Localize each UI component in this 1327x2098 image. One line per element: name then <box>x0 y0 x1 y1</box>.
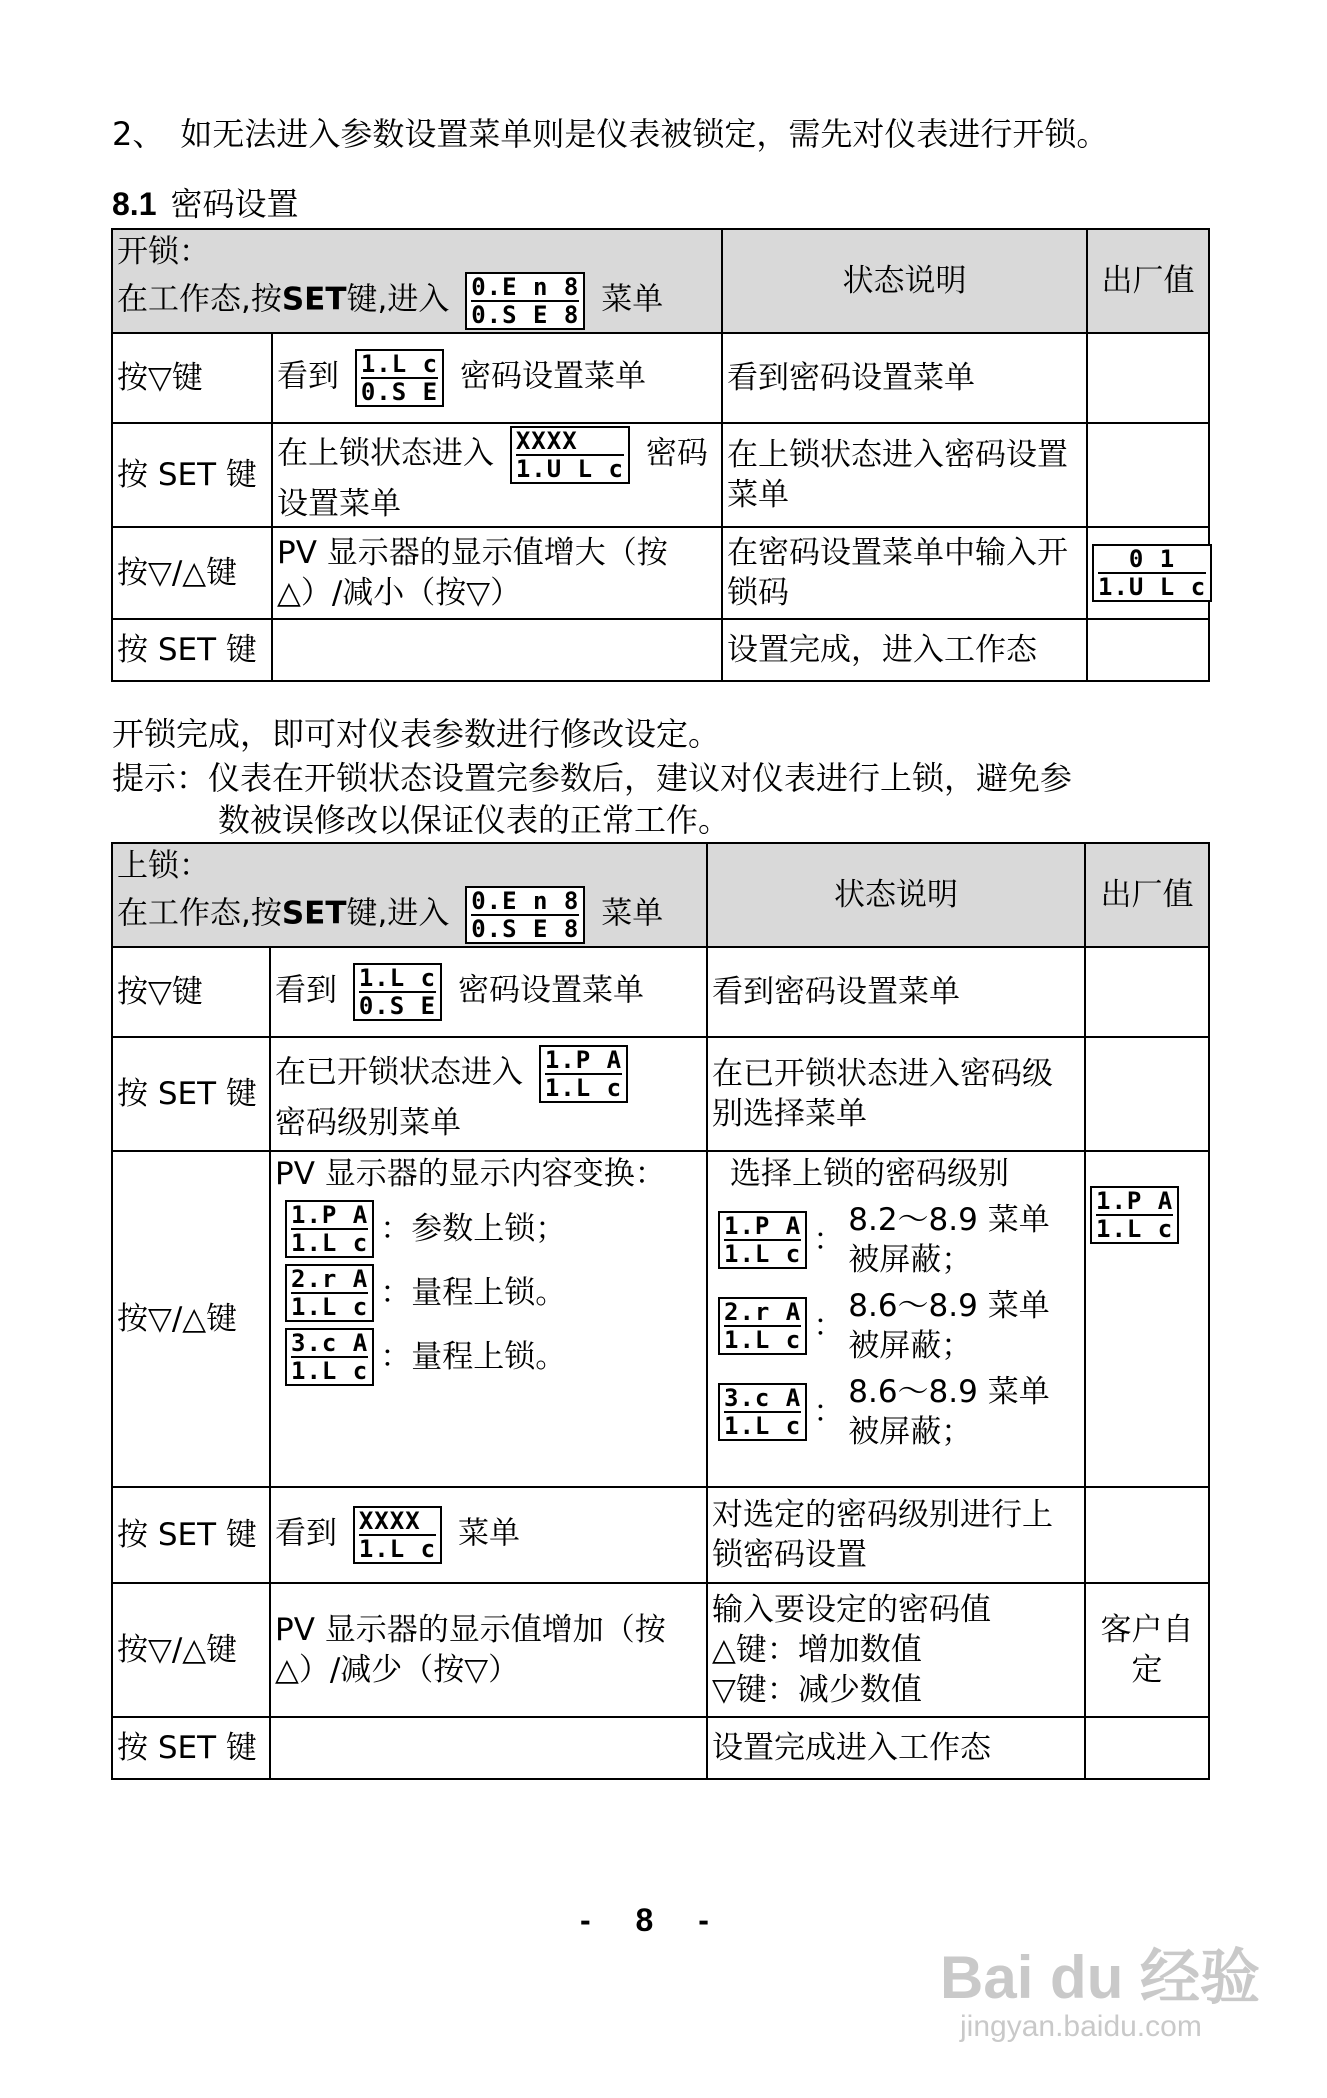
lock-row3-action-title: PV 显示器的显示内容变换： <box>275 1156 666 1192</box>
unlock-row2-default <box>1087 423 1209 527</box>
eca-ilc-display-icon: 3.c A 1.L c <box>285 1328 374 1386</box>
ipa-ilc-display-icon: 1.P A 1.L c <box>718 1211 807 1269</box>
page-dash-right: - <box>698 1902 709 1938</box>
section-title: 密码设置 <box>170 185 299 223</box>
unlock-row3-key: 按▽/△键 <box>112 527 272 619</box>
section-number: 8.1 <box>112 186 157 222</box>
lock-row1-status: 看到密码设置菜单 <box>707 947 1085 1037</box>
eca-ilc-display-icon: 3.c A 1.L c <box>718 1383 807 1441</box>
unlock-row1-action: 看到 $\frac{\text{1.L c}}{\text{0.S E}}$ 密码设置菜单 <box>272 333 722 423</box>
lock-row4-default <box>1085 1487 1209 1583</box>
zra-ilc-display-icon: 2.r A 1.L c <box>718 1297 807 1355</box>
lock-row6-default <box>1085 1717 1209 1779</box>
o1-iulc-display-icon: $\frac{0 1}{\text{1.U L c}}$ <box>1092 544 1212 602</box>
unlock-row3-status: 在密码设置菜单中输入开锁码 <box>722 527 1087 619</box>
lock-row5-key: 按▽/△键 <box>112 1583 270 1717</box>
lock-row1-key: 按▽键 <box>112 947 270 1037</box>
unlock-row2-key: 按 SET 键 <box>112 423 272 527</box>
unlock-table <box>111 228 1210 682</box>
lock-row4-status: 对选定的密码级别进行上锁密码设置 <box>707 1487 1085 1583</box>
ilc-ose-display-icon: $\frac{\text{1.L c}}{\text{0.S E}}$ <box>353 963 442 1021</box>
lock-header-cell <box>112 843 707 947</box>
unlock-row4-key: 按 SET 键 <box>112 619 272 681</box>
unlock-complete-text: 开锁完成，即可对仪表参数进行修改设定。 <box>112 715 721 753</box>
lock-row2-status: 在已开锁状态进入密码级别选择菜单 <box>707 1037 1085 1151</box>
tip-paragraph <box>112 756 1072 800</box>
unlock-row1-key: 按▽键 <box>112 333 272 423</box>
ipa-ilc-display-icon: 1.P A 1.L c <box>285 1200 374 1258</box>
unlock-row4-status: 设置完成，进入工作态 <box>722 619 1087 681</box>
unlock-row1-status: 看到密码设置菜单 <box>722 333 1087 423</box>
unlock-header-line2: 在工作态,按SET键,进入 $\frac{\text{0.E n 8}}{\text{0.S E 8}}$ 菜单 <box>117 273 664 329</box>
lock-row4-action: 看到 XXXX 1.L c 菜单 <box>270 1487 707 1583</box>
level-3: 3.c A 1.L c ： 8.6～8.9 菜单 被屏蔽； <box>718 1372 1080 1452</box>
page-number-line <box>580 1902 709 1939</box>
baidu-watermark-url: jingyan.baidu.com <box>960 2010 1202 2043</box>
unlock-status-header: 状态说明 <box>722 229 1087 333</box>
level-1: 1.P A 1.L c ： 8.2～8.9 菜单 被屏蔽； <box>718 1200 1080 1280</box>
lock-row1-default <box>1085 947 1209 1037</box>
tip-text-line1: 仪表在开锁状态设置完参数后，建议对仪表进行上锁，避免参 <box>208 759 1073 797</box>
lock-row1-action: 看到 $\frac{\text{1.L c}}{\text{0.S E}}$ 密码设置菜单 <box>270 947 707 1037</box>
page-dash-left: - <box>580 1902 591 1938</box>
lock-row6-key: 按 SET 键 <box>112 1717 270 1779</box>
unlock-row1-default <box>1087 333 1209 423</box>
lock-row2-key: 按 SET 键 <box>112 1037 270 1151</box>
lock-header-line1: 上锁： <box>117 848 210 884</box>
lock-row5-default: 客户自定 <box>1085 1583 1209 1717</box>
lock-row3-status <box>707 1151 1085 1487</box>
oen-ose-display-icon: $\frac{\text{0.E n 8}}{\text{0.S E 8}}$ <box>465 886 585 944</box>
option-range-lock-2: 3.c A 1.L c ： 量程上锁。 <box>285 1328 702 1386</box>
oen-ose-display-icon: $\frac{\text{0.E n 8}}{\text{0.S E 8}}$ <box>465 272 585 330</box>
option-range-lock-1: 2.r A 1.L c ： 量程上锁。 <box>285 1264 702 1322</box>
lock-row2-default <box>1085 1037 1209 1151</box>
lock-row3-default <box>1085 1151 1209 1487</box>
lock-row6-status: 设置完成进入工作态 <box>707 1717 1085 1779</box>
xxxx-ilc-display-icon: XXXX 1.L c <box>353 1506 442 1564</box>
baidu-watermark-logo: Bai du 经验 <box>940 1944 1261 2011</box>
unlock-row4-action <box>272 619 722 681</box>
lock-status-header: 状态说明 <box>707 843 1085 947</box>
unlock-row2-action: 在上锁状态进入 XXXX 1.U L c 密码设置菜单 <box>272 423 722 527</box>
unlock-header-cell <box>112 229 722 333</box>
option-param-lock: 1.P A 1.L c ： 参数上锁； <box>285 1200 702 1258</box>
lock-row2-action: 在已开锁状态进入 $\frac{\text{1.P A}}{\text{1.L c}}$ 密码级别菜单 <box>270 1037 707 1151</box>
lock-row5-action: PV 显示器的显示值增加（按△）/减少（按▽） <box>270 1583 707 1717</box>
unlock-header-line1: 开锁： <box>117 234 210 270</box>
ilc-ose-display-icon: $\frac{\text{1.L c}}{\text{0.S E}}$ <box>355 349 444 407</box>
lock-row3-key: 按▽/△键 <box>112 1151 270 1487</box>
unlock-row4-default <box>1087 619 1209 681</box>
lock-table <box>111 842 1210 1780</box>
intro-line: 2、 如无法进入参数设置菜单则是仪表被锁定，需先对仪表进行开锁。 <box>112 115 1109 153</box>
lock-header-line2: 在工作态,按SET键,进入 $\frac{\text{0.E n 8}}{\text{0.S E 8}}$ 菜单 <box>117 887 664 943</box>
lock-row4-key: 按 SET 键 <box>112 1487 270 1583</box>
level-2: 2.r A 1.L c ： 8.6～8.9 菜单 被屏蔽； <box>718 1286 1080 1366</box>
lock-row5-status: 输入要设定的密码值 △键：增加数值 ▽键：减少数值 <box>707 1583 1085 1717</box>
unlock-default-header: 出厂值 <box>1087 229 1209 333</box>
ipa-ilc-display-icon: $\frac{\text{1.P A}}{\text{1.L c}}$ <box>1090 1186 1179 1244</box>
lock-row3-status-title: 选择上锁的密码级别 <box>730 1156 1009 1192</box>
page-number: 8 <box>635 1902 654 1938</box>
lock-row6-action <box>270 1717 707 1779</box>
unlock-row3-default <box>1087 527 1209 619</box>
tip-text-line2: 数被误修改以保证仪表的正常工作。 <box>218 801 731 839</box>
unlock-row2-status: 在上锁状态进入密码设置菜单 <box>722 423 1087 527</box>
lock-row3-action <box>270 1151 707 1487</box>
section-heading <box>112 184 299 224</box>
lock-default-header: 出厂值 <box>1085 843 1209 947</box>
ipa-ilc-display-icon: $\frac{\text{1.P A}}{\text{1.L c}}$ <box>539 1045 628 1103</box>
xxxx-iulc-display-icon: XXXX 1.U L c <box>510 426 630 484</box>
zra-ilc-display-icon: 2.r A 1.L c <box>285 1264 374 1322</box>
tip-label: 提示： <box>112 759 209 797</box>
unlock-row3-action: PV 显示器的显示值增大（按△）/减小（按▽） <box>272 527 722 619</box>
